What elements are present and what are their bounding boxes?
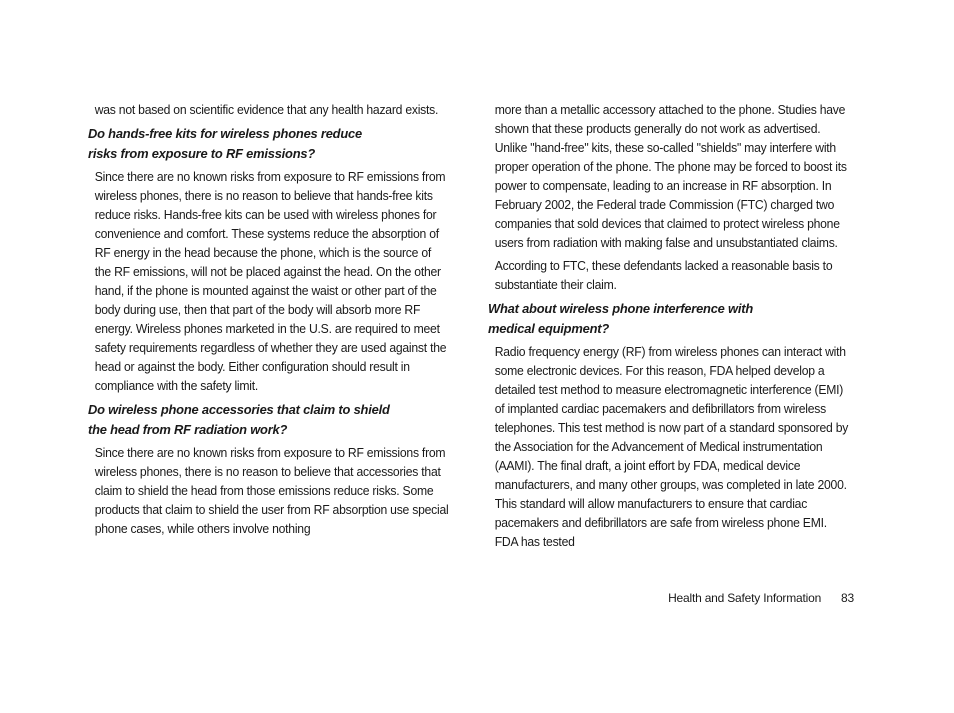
heading-line: What about wireless phone interference with	[488, 301, 754, 316]
heading-line: medical equipment?	[488, 320, 610, 336]
left-column	[88, 101, 452, 543]
paragraph: Radio frequency energy (RF) from wireless phones can interact with some electronic devices. For this reason, FDA helped develop a detailed test method to measure electromagnetic interference (EMI) of implanted cardiac pacemakers and defibrillators from wireless telephones. This test method is now part of a standard sponsored by the Association for the Advancement of Medical instrumentation (AAMI). The final draft, a joint effort by FDA, medical device manufacturers, and many other groups, was completed in late 2000. This standard will allow manufacturers to ensure that cardiac pacemakers and defibrillators are safe from wireless phone EMI. FDA has tested	[494, 345, 849, 549]
paragraph: was not based on scientific evidence that any health hazard exists.	[94, 103, 439, 117]
page-number: 83	[841, 591, 854, 605]
footer-section-title: Health and Safety Information	[668, 591, 822, 605]
section-heading	[488, 299, 852, 338]
paragraph: Since there are no known risks from exposure to RF emissions from wireless phones, there is no reason to believe that accessories that claim to shield the head from those emissions reduce risks. Some products that claim to shield the user from RF absorption use special phone cases, while others involve nothing	[94, 446, 449, 536]
section-heading	[88, 124, 452, 163]
paragraph: According to FTC, these defendants lacked a reasonable basis to substantiate their claim.	[494, 259, 833, 292]
heading-line: Do wireless phone accessories that claim to shield	[88, 402, 390, 417]
paragraph: Since there are no known risks from exposure to RF emissions from wireless phones, there is no reason to believe that hands-free kits reduce risks. Hands-free kits can be used with wireless phones for convenience and comfort. These systems reduce the absorption of RF energy in the head because the phone, which is the source of the RF emissions, will not be placed against the head. On the other hand, if the phone is mounted against the waist or other part of the body during use, then that part of the body will absorb more RF energy. Wireless phones marketed in the U.S. are required to meet safety requirements regardless of whether they are used against the head or against the body. Either configuration should result in compliance with the safety limit.	[94, 170, 447, 393]
right-column	[488, 101, 852, 556]
page-footer	[600, 589, 854, 607]
heading-line: Do hands-free kits for wireless phones reduce	[88, 126, 362, 141]
heading-line: risks from exposure to RF emissions?	[88, 145, 316, 161]
section-heading	[88, 400, 452, 439]
heading-line: the head from RF radiation work?	[88, 421, 288, 437]
paragraph: more than a metallic accessory attached to the phone. Studies have shown that these products generally do not work as advertised. Unlike "hand-free" kits, these so-called "shields" may interfere with proper operation of the phone. The phone may be forced to boost its power to compensate, leading to an increase in RF absorption. In February 2002, the Federal trade Commission (FTC) charged two companies that sold devices that claimed to protect wireless phone users from radiation with making false and unsubstantiated claims.	[494, 103, 847, 250]
